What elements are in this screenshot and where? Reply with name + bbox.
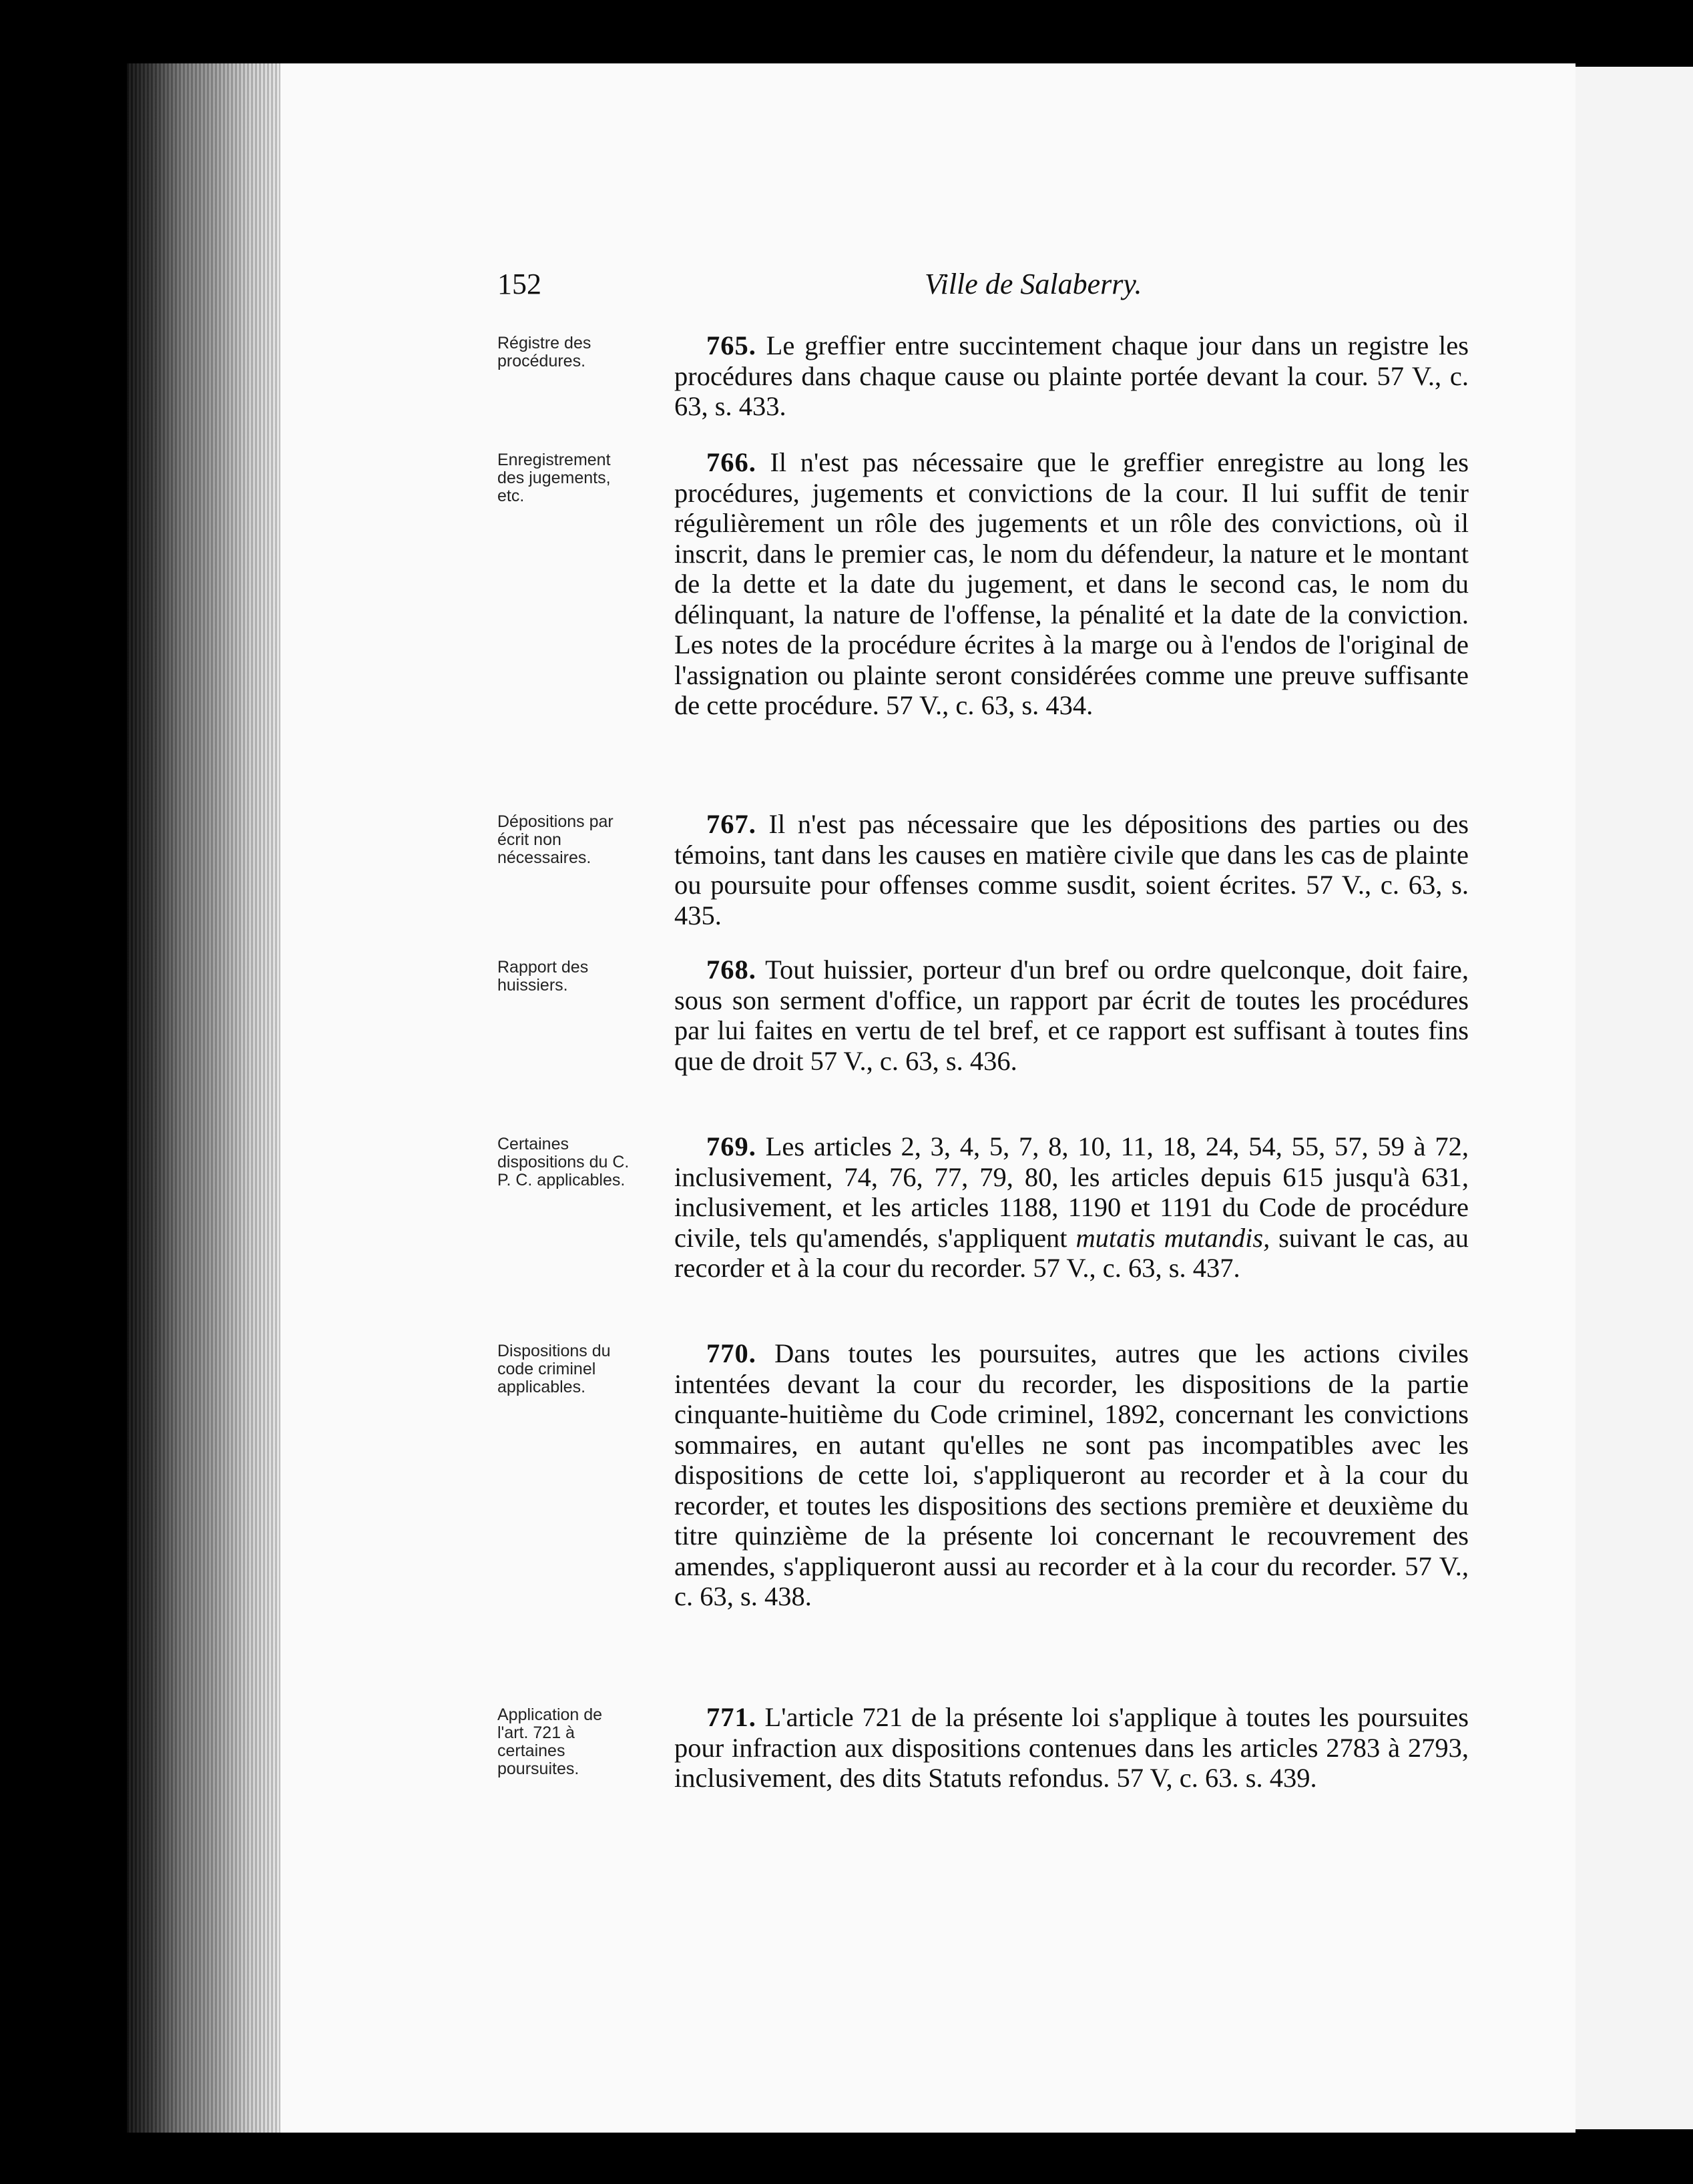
running-title: Ville de Salaberry. (925, 268, 1142, 300)
article-body-part-1: Les articles 2, 3, 4, 5, 7, 8, 10, 11, 18, 24, 54, 55, 57, 59 à 72, inclusivement, 74, 76, 77, 79, 80, les articles depuis 615 jusqu'à 631, inclusivement, et les articles 1188, 1190 et 1191 du Code de procédure civile, tels qu'amendés, s'appliquent (674, 1131, 1469, 1253)
article-body: Tout huissier, porteur d'un bref ou ordre quelconque, doit faire, sous son serment d'office, un rapport par écrit de toutes les procédures par lui faites en vertu de tel bref, et ce rapport est suffisant à toutes fins que de droit 57 V., c. 63, s. 436. (674, 954, 1469, 1076)
article-text (674, 1131, 1469, 1284)
margin-note: Application de l'art. 721 à certaines poursuites. (497, 1705, 603, 1778)
article-number: 767. (706, 809, 756, 839)
article-body: Il n'est pas nécessaire que le greffier enregistre au long les procédures, jugements et convictions de la cour. Il lui suffit de tenir régulièrement un rôle des jugements et un rôle des convictions, où il inscrit, dans le premier cas, le nom du défendeur, la nature et le montant de la dette et la date du jugement, et dans le second cas, le nom du délinquant, la nature de l'offense, la pénalité et la date de la conviction. Les notes de la procédure écrites à la marge ou à l'endos de l'original de l'assignation ou plainte seront considérées comme une preuve suffisante de cette procédure. 57 V., c. 63, s. 434. (674, 447, 1469, 720)
article-text (674, 809, 1469, 930)
article-text (674, 447, 1469, 721)
margin-note: Dépositions par écrit non nécessaires. (497, 812, 614, 867)
article-body: Il n'est pas nécessaire que les dépositions des parties ou des témoins, tant dans les causes en matière civile que dans les cas de plainte ou poursuite pour offenses comme susdit, soient écrites. 57 V., c. 63, s. 435. (674, 809, 1469, 930)
margin-note: Régistre des procédures. (497, 334, 591, 370)
article-number: 766. (706, 447, 756, 477)
article-number: 770. (706, 1338, 756, 1368)
book-page-edges (127, 63, 280, 2133)
margin-note: Enregistrement des jugements, etc. (497, 451, 611, 505)
article-number: 765. (706, 330, 756, 360)
article-text (674, 1338, 1469, 1612)
book-page (280, 63, 1576, 2133)
article-body: Dans toutes les poursuites, autres que les actions civiles intentées devant la cour du recorder, les dispositions de la partie cinquante-huitième du Code criminel, 1892, concernant les convictions sommaires, en autant qu'elles ne sont pas incompatibles avec les dispositions de cette loi, s'appliqueront au recorder et à la cour du recorder, et toutes les dispositions des sections première et deuxième du titre quinzième de la présente loi concernant le recouvrement des amendes, s'appliqueront aussi au recorder et à la cour du recorder. 57 V., c. 63, s. 438. (674, 1338, 1469, 1611)
margin-note: Certaines dispositions du C. P. C. applicables. (497, 1135, 630, 1189)
article-number: 769. (706, 1131, 756, 1161)
page-number: 152 (497, 268, 541, 300)
article-text (674, 1702, 1469, 1794)
article-body: Le greffier entre succintement chaque jour dans un registre les procédures dans chaque cause ou plainte portée devant la cour. 57 V., c. 63, s. 433. (674, 330, 1469, 421)
facing-page-edge (1555, 67, 1693, 2129)
article-text (674, 954, 1469, 1076)
article-body: L'article 721 de la présente loi s'applique à toutes les poursuites pour infraction aux dispositions contenues dans les articles 2783 à 2793, inclusivement, des dits Statuts refondus. 57 V, c. 63. s. 439. (674, 1702, 1469, 1793)
margin-note: Dispositions du code criminel applicables. (497, 1342, 611, 1396)
margin-note: Rapport des huissiers. (497, 958, 589, 995)
article-number: 771. (706, 1702, 756, 1732)
article-body-part-2: suivant le cas, au recorder et à la cour du recorder. 57 V., c. 63, s. 437. (674, 1222, 1469, 1283)
running-head (497, 267, 1472, 314)
article-text (674, 330, 1469, 422)
latin-phrase: mutatis mutandis, (1075, 1222, 1270, 1253)
article-number: 768. (706, 954, 756, 985)
